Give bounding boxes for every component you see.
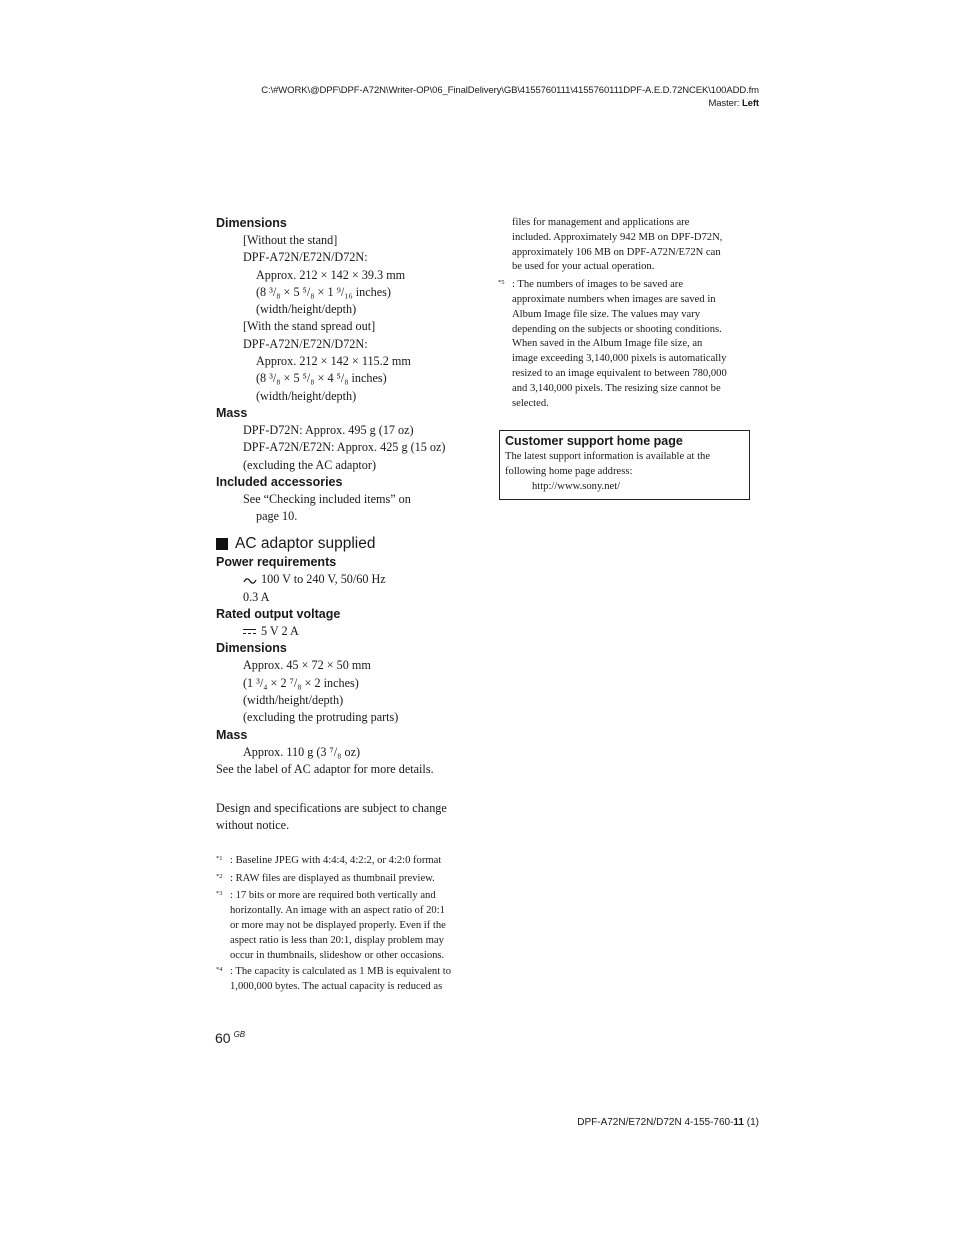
- support-url-link[interactable]: http://www.sony.net/: [532, 481, 621, 492]
- spec-line: DPF-D72N: Approx. 495 g (17 oz): [243, 422, 414, 437]
- customer-support-box: [499, 430, 750, 500]
- spec-line: (excluding the AC adaptor): [243, 457, 377, 472]
- file-path-header: [261, 84, 759, 110]
- spec-line: 5 V 2 A: [216, 623, 476, 640]
- footnote-3: *3 : 17 bits or more are required both vertically and horizontally. An image with an aspect ratio of 20:1 or more may not be displayed properly. Even if the aspect ratio is less than 20:1, display problem may occur in thumbnails, slideshow or other occasions.: [216, 890, 446, 961]
- footnote-4: *4 : The capacity is calculated as 1 MB is equivalent to 1,000,000 bytes. The actual capacity is reduced as: [216, 966, 452, 993]
- spec-line: See “Checking included items” on: [243, 491, 411, 506]
- spec-line: DPF-A72N/E72N/D72N:: [243, 336, 368, 351]
- see-label-note: See the label of AC adaptor for more details.: [216, 761, 434, 776]
- mass-heading: Mass: [216, 405, 248, 420]
- spec-line: Approx. 212 × 142 × 39.3 mm: [256, 267, 406, 282]
- spec-line: 100 V to 240 V, 50/60 Hz: [216, 571, 476, 588]
- square-bullet-icon: [216, 538, 228, 550]
- spec-line: (excluding the protruding parts): [243, 710, 399, 725]
- mass-heading-2: Mass: [216, 727, 248, 742]
- left-column: [216, 215, 476, 995]
- support-box-title: Customer support home page: [505, 434, 683, 448]
- spec-line: Approx. 110 g (3 ⁷/₈ oz): [243, 744, 361, 759]
- footnote-5: *5 : The numbers of images to be saved are approximate numbers when images are saved in Album Image file size. The values may vary depending on the subjects or shooting conditions. When saved in the Album Image file size, an image exceeding 3,140,000 pixels is automatically resized to an image equivalent to between 780,000 and 3,140,000 pixels. The resizing size cannot be selected.: [498, 279, 727, 409]
- section-title-ac-adaptor: AC adaptor supplied: [216, 534, 476, 554]
- page-number: 60 $^{GB}$: [215, 1030, 246, 1046]
- dimensions-heading-2: Dimensions: [216, 641, 287, 656]
- rated-output-voltage-heading: Rated output voltage: [216, 607, 341, 622]
- spec-line: DPF-A72N/E72N: Approx. 425 g (15 oz): [243, 440, 446, 455]
- support-box-text: The latest support information is available at the: [505, 451, 711, 462]
- design-note: Design and specifications are subject to change: [216, 801, 447, 816]
- footnote-4-continued: files for management and applications are included. Approximately 942 MB on DPF-D72N, approximately 106 MB on DPF-A72N/E72N can be used for your actual operation.: [512, 217, 723, 273]
- spec-line: DPF-A72N/E72N/D72N:: [243, 250, 368, 265]
- spec-line: [With the stand spread out]: [243, 319, 376, 334]
- power-requirements-heading: Power requirements: [216, 555, 337, 570]
- dc-symbol-icon: [243, 628, 256, 636]
- spec-line: page 10.: [256, 509, 298, 524]
- spec-line: (width/height/depth): [256, 388, 357, 403]
- spec-line: (1 ³/₄ × 2 ⁷/₈ × 2 inches): [243, 675, 359, 690]
- spec-line: (width/height/depth): [256, 302, 357, 317]
- support-box-text: following home page address:: [505, 466, 633, 477]
- dimensions-heading: Dimensions: [216, 216, 287, 230]
- spec-line: (8 ³/₈ × 5 ⁵/₈ × 1 ⁹/₁₆ inches): [256, 284, 391, 299]
- page-lang: GB: [233, 1030, 246, 1039]
- file-path: C:\#WORK\@DPF\DPF-A72N\Writer-OP\06_FinalDelivery\GB\4155760111\4155760111DPF-A.E.D.72NCEK\100ADD.fm: [261, 85, 759, 96]
- spec-line: Approx. 45 × 72 × 50 mm: [243, 658, 371, 673]
- included-accessories-heading: Included accessories: [216, 474, 343, 489]
- spec-line: Approx. 212 × 142 × 115.2 mm: [256, 354, 411, 369]
- spec-line: 0.3 A: [243, 589, 270, 604]
- right-column: [498, 216, 762, 411]
- spec-line: (8 ³/₈ × 5 ⁵/₈ × 4 ⁵/₈ inches): [256, 371, 387, 386]
- design-note: without notice.: [216, 818, 290, 833]
- spec-line: (width/height/depth): [243, 692, 344, 707]
- footer-model-code: DPF-A72N/E72N/D72N 4-155-760-11 (1): [577, 1117, 759, 1128]
- spec-line: [Without the stand]: [243, 233, 338, 247]
- ac-symbol-icon: [243, 577, 257, 585]
- footnote-2: *2 : RAW files are displayed as thumbnail preview.: [216, 872, 435, 884]
- footnote-1: *1 : Baseline JPEG with 4:4:4, 4:2:2, or 4:2:0 format: [216, 854, 442, 866]
- master-line: Master: Left: [708, 98, 759, 109]
